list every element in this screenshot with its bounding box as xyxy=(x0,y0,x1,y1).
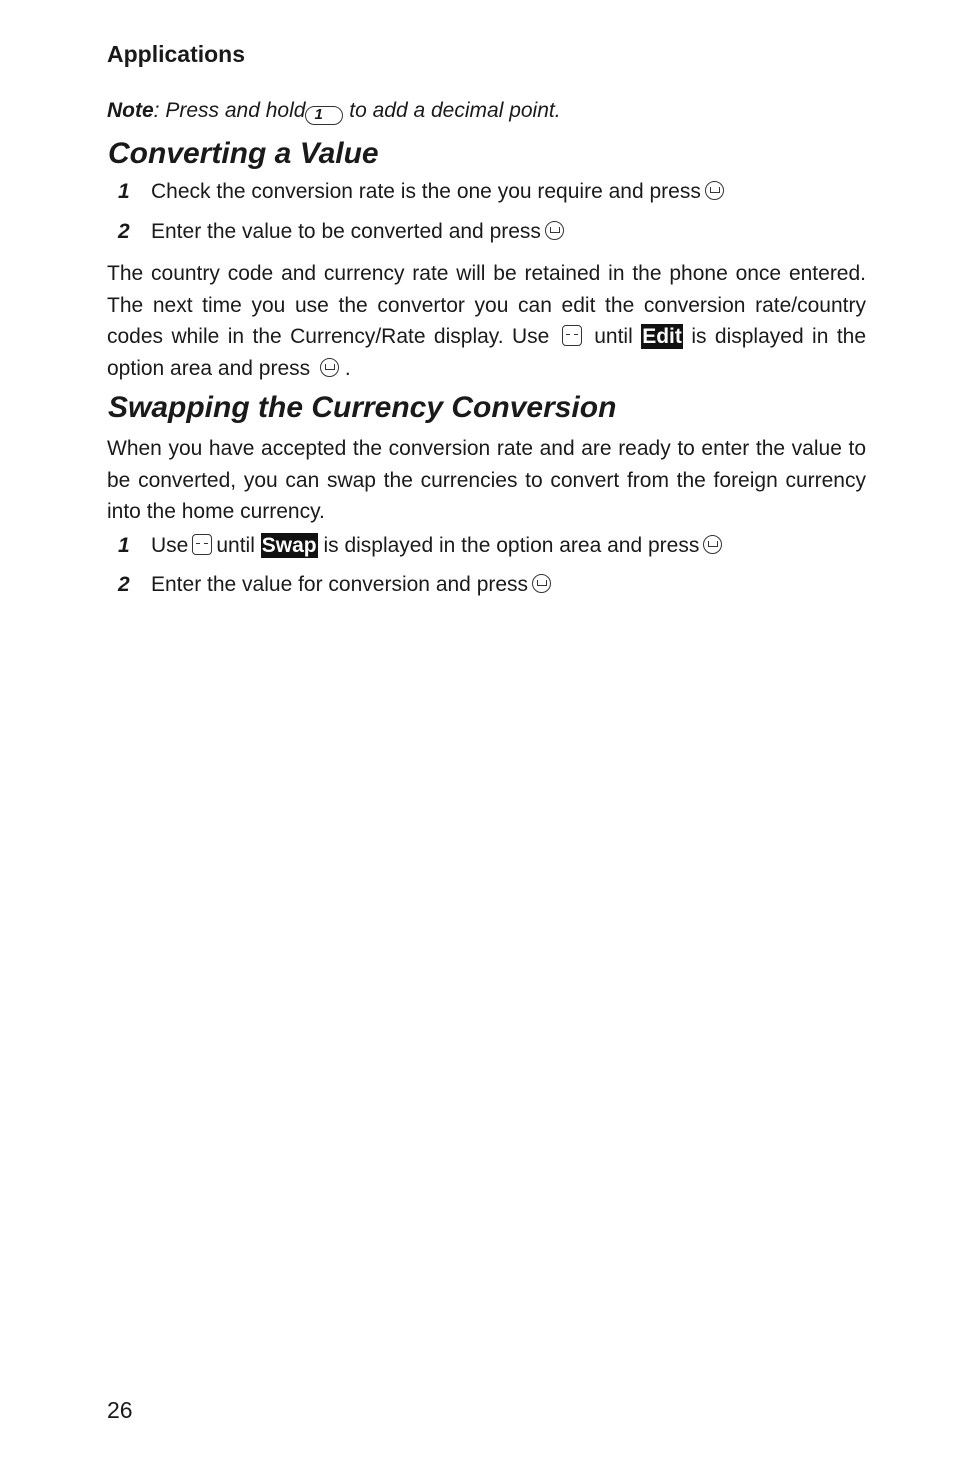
para-text: . xyxy=(344,356,351,380)
running-head: Applications xyxy=(107,41,246,67)
number-key-icon: 1 xyxy=(305,106,343,125)
step-text: Enter the value to be converted and press xyxy=(151,220,541,243)
page-number: 26 xyxy=(107,1397,133,1423)
step-text: Enter the value for conversion and press xyxy=(151,573,529,596)
step-text: Use xyxy=(151,534,189,557)
note-text-after: to add a decimal point. xyxy=(343,99,561,122)
swapping-step-2 xyxy=(118,573,551,597)
ok-key-icon xyxy=(320,358,339,377)
softkey-edit: Edit xyxy=(642,325,682,348)
softkey-swap: Swap xyxy=(261,534,317,557)
navigation-key-icon xyxy=(192,534,212,555)
note-text-before: : Press and hold xyxy=(153,99,306,122)
para-text: until xyxy=(594,325,633,348)
converting-step-1 xyxy=(118,180,724,204)
step-number: 1 xyxy=(118,180,130,203)
step-number: 2 xyxy=(118,220,130,243)
ok-key-icon xyxy=(705,181,724,200)
para-text: The country code and currency rate will be retained in the phone once entered. The next time you use the convertor you can edit the conversion rate/country codes while in the Currency/Rate display. Use xyxy=(107,262,866,348)
swapping-step-1 xyxy=(118,533,722,558)
para-text: is displayed in the option area and press xyxy=(107,325,867,380)
step-number: 1 xyxy=(118,534,130,557)
swapping-paragraph: When you have accepted the conversion rate and are ready to enter the value to be converted, you can swap the currencies to convert from the foreign currency into the home currency. xyxy=(107,437,866,523)
note xyxy=(107,99,561,125)
ok-key-icon xyxy=(545,221,564,240)
step-text: is displayed in the option area and press xyxy=(323,534,700,557)
converting-paragraph xyxy=(107,258,866,384)
heading-swapping-currency: Swapping the Currency Conversion xyxy=(108,391,617,424)
note-label: Note xyxy=(107,99,154,122)
step-text: until xyxy=(216,534,255,557)
ok-key-icon xyxy=(703,535,722,554)
ok-key-icon xyxy=(532,574,551,593)
step-text: Check the conversion rate is the one you require and press xyxy=(151,180,701,203)
navigation-key-icon xyxy=(562,325,582,346)
step-number: 2 xyxy=(118,573,130,596)
heading-converting-a-value: Converting a Value xyxy=(108,137,379,170)
converting-step-2 xyxy=(118,220,564,244)
